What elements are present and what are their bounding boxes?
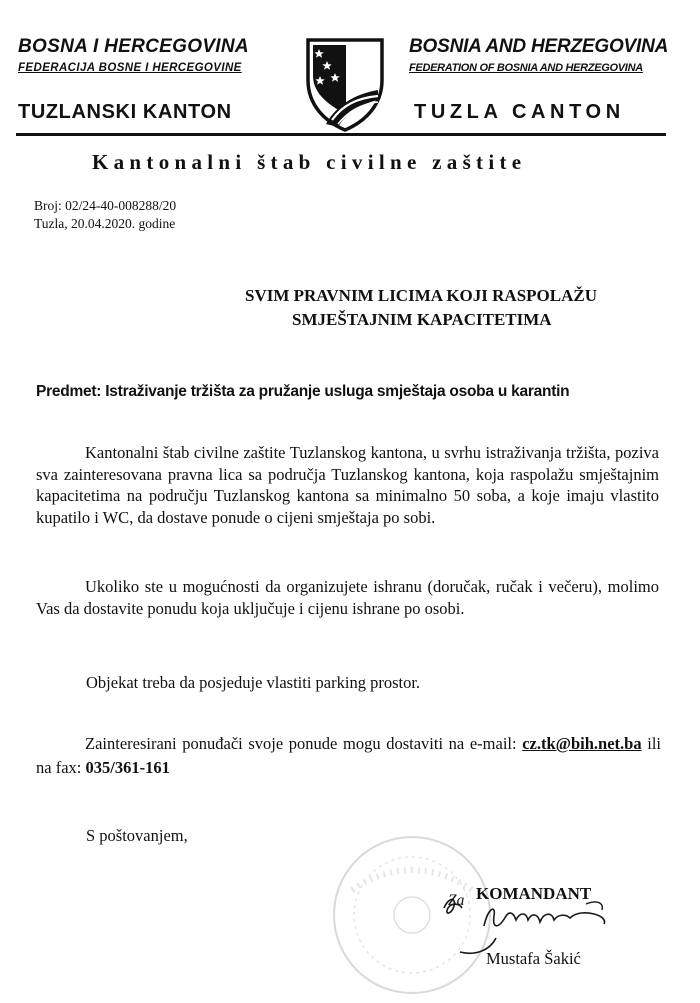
addressee-line-1: SVIM PRAVNIM LICIMA KOJI RASPOLAŽU <box>245 286 597 305</box>
reference-number: Broj: 02/24-40-008288/20 <box>34 198 177 213</box>
header-federation-bs: FEDERACIJA BOSNE I HERCEGOVINE <box>18 62 242 74</box>
header-divider <box>16 133 666 136</box>
canton-coat-of-arms-icon <box>302 36 388 132</box>
body-paragraph-1: Kantonalni štab civilne zaštite Tuzlanskog kantona, u svrhu istraživanja tržišta, poziva sva zainteresovana pravna lica sa područja Tuzlanskog kantona, koja raspolažu smještajnim kapacitetima na području Tuzlanskog kantona sa minimalno 50 soba, a koje imaju vlastito kupatilo i WC, da dostave ponude o cijeni smještaja po sobi. <box>36 443 659 527</box>
header-country-bs: BOSNA I HERCEGOVINA <box>18 36 249 57</box>
header-canton-bs: TUZLANSKI KANTON <box>18 101 232 123</box>
institution-title: Kantonalni štab civilne zaštite <box>92 150 527 174</box>
signature-prefix: Za <box>448 892 465 909</box>
subject-line: Predmet: Istraživanje tržišta za pružanje usluga smještaja osoba u karantin <box>36 383 570 400</box>
header-canton-en: TUZLA CANTON <box>414 101 625 123</box>
email-link[interactable]: cz.tk@bih.net.ba <box>522 734 642 753</box>
handwritten-signature <box>436 868 636 958</box>
closing-salutation: S poštovanjem, <box>86 826 188 845</box>
header-federation-en: FEDERATION OF BOSNIA AND HERZEGOVINA <box>409 62 643 74</box>
addressee-line-2: SMJEŠTAJNIM KAPACITETIMA <box>292 310 552 329</box>
fax-intro: ili na fax: <box>36 734 661 777</box>
place-date: Tuzla, 20.04.2020. godine <box>34 216 176 231</box>
body-paragraph-4 <box>36 732 661 780</box>
fax-number: 035/361-161 <box>85 758 170 777</box>
signatory-name: Mustafa Šakić <box>486 949 581 968</box>
contact-intro: Zainteresirani ponuđači svoje ponude mogu dostaviti na e-mail: <box>85 734 517 753</box>
header-country-en: BOSNIA AND HERZEGOVINA <box>409 36 669 57</box>
body-paragraph-2: Ukoliko ste u mogućnosti da organizujete ishranu (doručak, ručak i večeru), molimo Vas da dostavite ponudu koja uključuje i cijenu ishrane po osobi. <box>36 577 659 618</box>
body-paragraph-3: Objekat treba da posjeduje vlastiti parking prostor. <box>86 673 421 692</box>
signatory-title: KOMANDANT <box>476 884 592 903</box>
